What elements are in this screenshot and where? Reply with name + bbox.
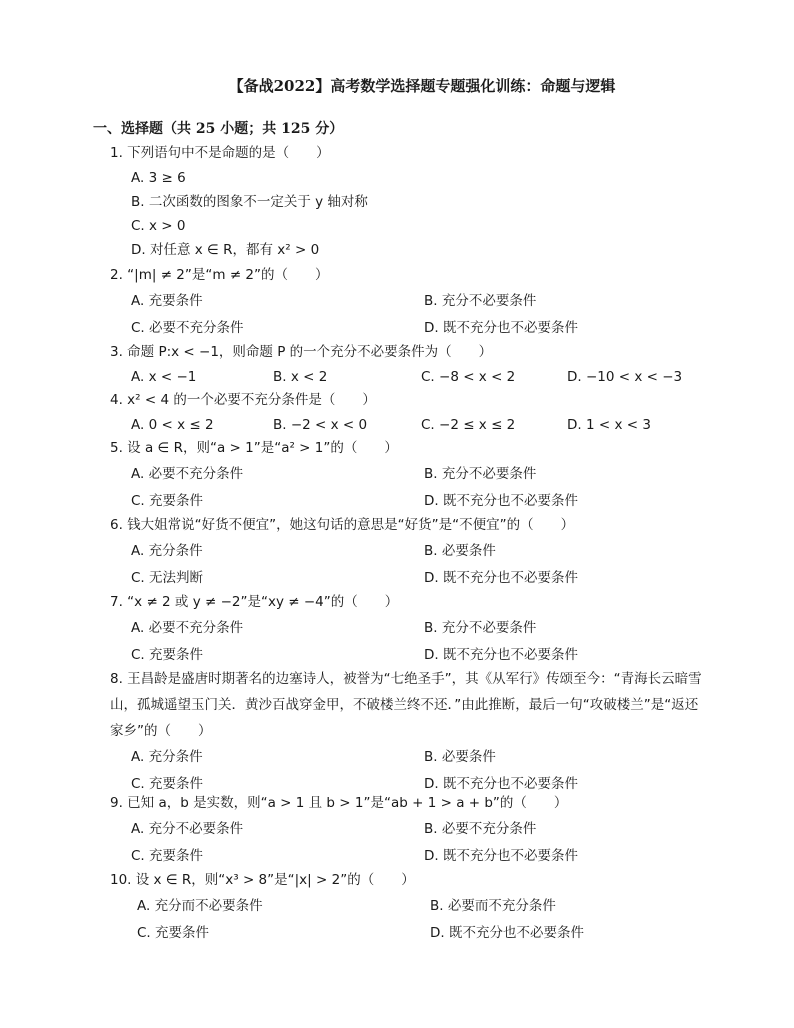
question-5 (110, 435, 710, 515)
option-a: A. 3 ≥ 6 (131, 170, 186, 186)
question-stem: 7. “x ≠ 2 或 y ≠ −2”是“xy ≠ −4”的（ ） (110, 594, 399, 610)
option-d: D. 既不充分也不必要条件 (424, 647, 578, 663)
option-b: B. 必要条件 (424, 543, 496, 559)
question-stem: 1. 下列语句中不是命题的是（ ） (110, 145, 330, 161)
option-a: A. 必要不充分条件 (131, 620, 244, 636)
question-stem: 3. 命题 P:x < −1，则命题 P 的一个充分不必要条件为（ ） (110, 344, 493, 360)
option-d: D. 1 < x < 3 (567, 417, 651, 433)
option-c: C. x > 0 (131, 218, 186, 234)
option-d: D. 既不充分也不必要条件 (424, 320, 578, 336)
option-a: A. 必要不充分条件 (131, 466, 244, 482)
question-stem: 10. 设 x ∈ R，则“x³ > 8”是“|x| > 2”的（ ） (110, 872, 415, 888)
question-4 (110, 387, 710, 437)
question-3 (110, 339, 710, 389)
option-d: D. −10 < x < −3 (567, 369, 683, 385)
option-c: C. 充要条件 (131, 647, 204, 663)
option-a: A. 充分不必要条件 (131, 821, 244, 837)
option-a: A. 充分条件 (131, 749, 203, 765)
option-d: D. 既不充分也不必要条件 (430, 925, 584, 941)
option-c: C. 充要条件 (131, 776, 204, 792)
question-stem: 8. 王昌龄是盛唐时期著名的边塞诗人，被誉为“七绝圣手”，其《从军行》传颂至今：“青海长云暗雪山，孤城遥望玉门关．黄沙百战穿金甲，不破楼兰终不还．”由此推断，最后一句“攻破楼兰”是“返还家乡”的（ ） (110, 671, 702, 739)
option-c: C. −8 < x < 2 (421, 369, 516, 385)
question-6 (110, 512, 710, 592)
question-stem: 5. 设 a ∈ R，则“a > 1”是“a² > 1”的（ ） (110, 440, 398, 456)
question-1 (110, 140, 710, 262)
option-c: C. 充要条件 (131, 493, 204, 509)
option-a: A. 充要条件 (131, 293, 203, 309)
option-a: A. x < −1 (131, 369, 197, 385)
option-c: C. 充要条件 (131, 848, 204, 864)
option-b: B. 充分不必要条件 (424, 293, 537, 309)
option-b: B. 二次函数的图象不一定关于 y 轴对称 (131, 194, 368, 210)
question-stem: 9. 已知 a，b 是实数，则“a > 1 且 b > 1”是“ab + 1 > a + b”的（ ） (110, 795, 568, 811)
option-d: D. 既不充分也不必要条件 (424, 493, 578, 509)
option-d: D. 既不充分也不必要条件 (424, 848, 578, 864)
option-d: D. 对任意 x ∈ R，都有 x² > 0 (131, 242, 320, 258)
option-a: A. 充分条件 (131, 543, 203, 559)
option-c: C. 必要不充分条件 (131, 320, 244, 336)
option-a: A. 0 < x ≤ 2 (131, 417, 214, 433)
option-b: B. 必要条件 (424, 749, 496, 765)
option-d: D. 既不充分也不必要条件 (424, 570, 578, 586)
question-9 (110, 790, 710, 870)
option-b: B. −2 < x < 0 (273, 417, 368, 433)
question-2 (110, 262, 710, 342)
option-c: C. 无法判断 (131, 570, 204, 586)
question-stem: 4. x² < 4 的一个必要不充分条件是（ ） (110, 392, 376, 408)
option-b: B. 必要不充分条件 (424, 821, 537, 837)
option-b: B. x < 2 (273, 369, 328, 385)
option-a: A. 充分而不必要条件 (137, 898, 263, 914)
document-title: 【备战2022】高考数学选择题专题强化训练：命题与逻辑 (228, 77, 616, 95)
option-b: B. 充分不必要条件 (424, 620, 537, 636)
question-stem: 6. 钱大姐常说“好货不便宜”，她这句话的意思是“好货”是“不便宜”的（ ） (110, 517, 575, 533)
question-stem: 2. “|m| ≠ 2”是“m ≠ 2”的（ ） (110, 267, 329, 283)
section-heading: 一、选择题（共 25 小题；共 125 分） (93, 121, 344, 137)
option-d: D. 既不充分也不必要条件 (424, 776, 578, 792)
option-c: C. 充要条件 (137, 925, 210, 941)
question-10 (110, 867, 710, 947)
question-8 (110, 666, 710, 798)
question-7 (110, 589, 710, 669)
option-c: C. −2 ≤ x ≤ 2 (421, 417, 516, 433)
option-b: B. 必要而不充分条件 (430, 898, 556, 914)
option-b: B. 充分不必要条件 (424, 466, 537, 482)
